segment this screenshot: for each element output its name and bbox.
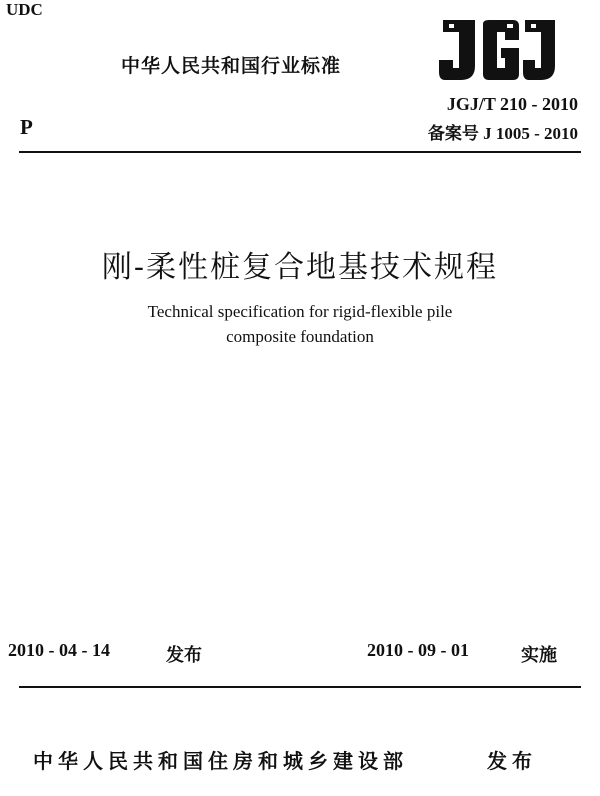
filing-number: 备案号 J 1005 - 2010 (427, 124, 578, 143)
issuer-label: 发布 (487, 749, 537, 773)
footer-rule (19, 686, 581, 688)
jgj-logo (437, 14, 557, 86)
title-chinese: 刚-柔性桩复合地基技术规程 (101, 250, 499, 285)
issue-label: 发布 (166, 645, 202, 666)
title-english-line2: composite foundation (226, 327, 374, 346)
issuer-name: 中华人民共和国住房和城乡建设部 (33, 749, 408, 773)
classification-code: P (20, 115, 33, 139)
header-rule (19, 151, 581, 153)
standard-type: 中华人民共和国行业标准 (121, 55, 342, 77)
standard-number: JGJ/T 210 - 2010 (446, 94, 578, 114)
title-english-line1: Technical specification for rigid-flexible pile (147, 302, 453, 321)
issue-date: 2010 - 04 - 14 (8, 640, 110, 660)
effective-date: 2010 - 09 - 01 (367, 640, 469, 660)
udc-label: UDC (6, 0, 43, 19)
effective-label: 实施 (521, 645, 557, 666)
